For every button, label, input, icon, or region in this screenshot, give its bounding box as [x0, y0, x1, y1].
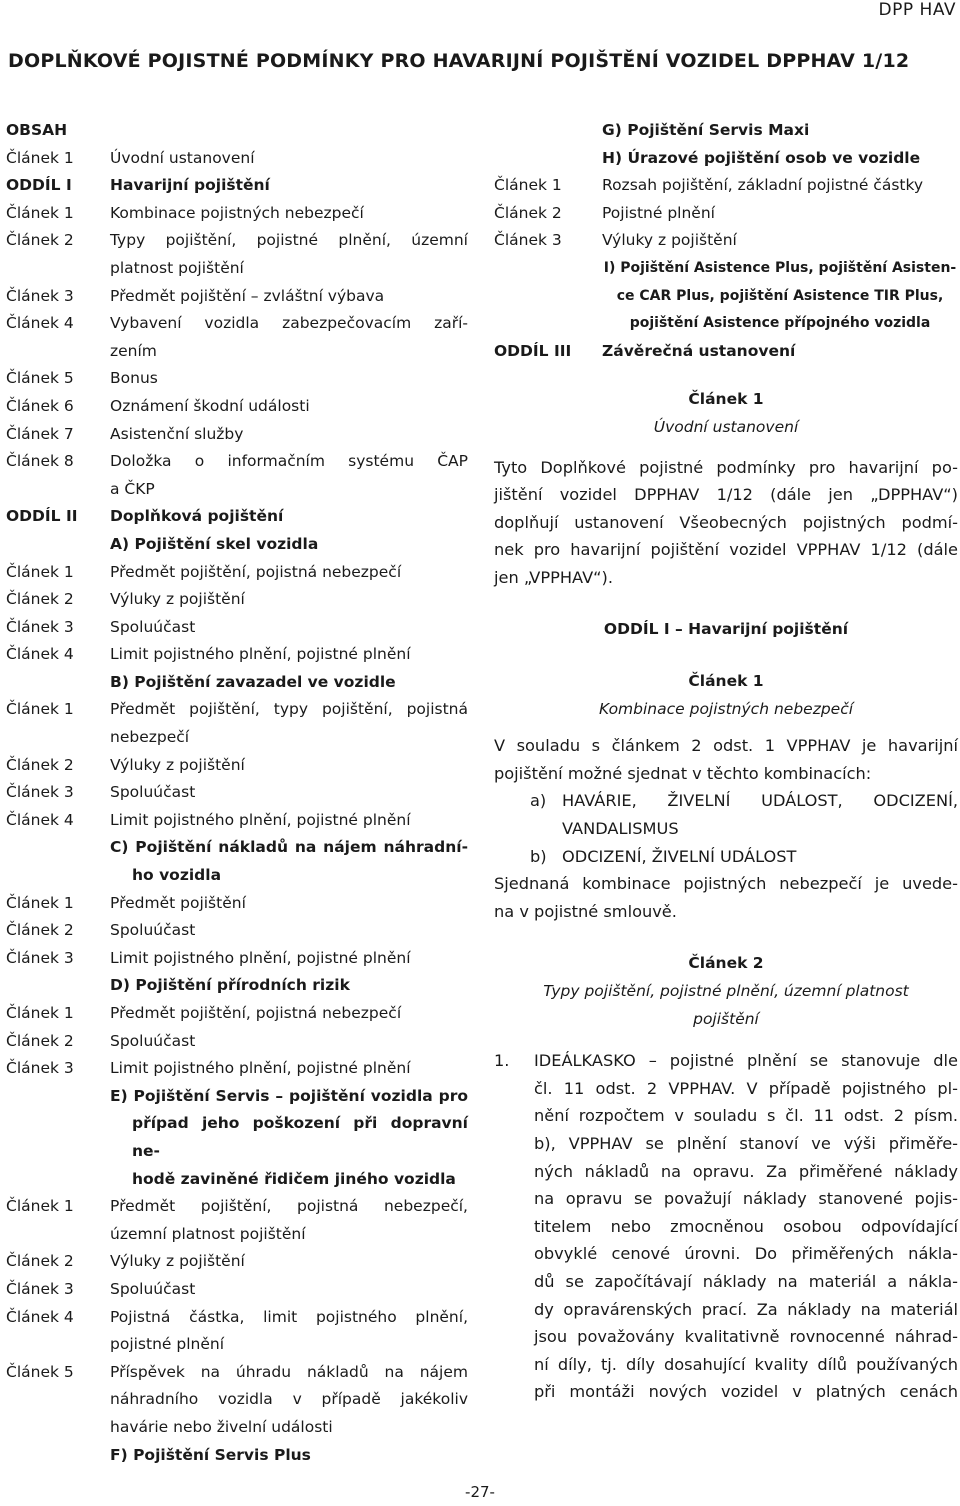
toc-entry-title-line: G) Pojištění Servis Maxi: [602, 121, 810, 139]
toc-entry-label: Článek 5: [6, 369, 74, 388]
article-1b-line: Sjednaná kombinace pojistných nebezpečí je uvede-: [494, 874, 958, 894]
toc-entry-title-line: nebezpečí: [110, 728, 190, 747]
toc-entry-label: Článek 1: [6, 148, 74, 167]
toc-entry: [6, 586, 468, 614]
toc-entry-label: [6, 669, 110, 697]
article-2-item-line: jsou považovány kvalitativně rovnocenné náhrad-: [534, 1327, 958, 1347]
toc-left-list: [6, 145, 468, 1470]
combination-line: VANDALISMUS: [562, 819, 679, 839]
combination-mark: b): [530, 846, 547, 866]
toc-entry-title: [110, 779, 468, 807]
toc-entry-title-line: Limit pojistného plnění, pojistné plnění: [110, 1059, 411, 1078]
toc-entry: [494, 117, 958, 145]
toc-entry-title-line: Výluky z pojištění: [110, 1252, 245, 1271]
toc-entry-title-line: pojistné plnění: [110, 1335, 225, 1354]
toc-entry-label: Článek 4: [6, 314, 74, 333]
article-2-subtitle: [494, 978, 958, 1033]
toc-entry-title-line: Limit pojistného plnění, pojistné plnění: [110, 948, 411, 967]
toc-entry-title-line: Pojistná částka, limit pojistného plnění,: [110, 1307, 468, 1326]
toc-entry-label: Článek 1: [494, 176, 562, 195]
toc-entry: [494, 145, 958, 173]
toc-entry: [6, 752, 468, 780]
toc-entry-title: [602, 200, 958, 228]
toc-entry-title: [110, 200, 468, 228]
toc-entry-title: [110, 531, 468, 559]
toc-entry-title: [110, 393, 468, 421]
article-2-item-line: nění rozpočtem v souladu s čl. 11 odst. 2 písm.: [534, 1106, 958, 1126]
toc-entry-label: ODDÍL II: [6, 507, 78, 526]
toc-entry: [6, 559, 468, 587]
toc-entry-title: [110, 283, 468, 311]
toc-entry-label: Článek 1: [6, 1004, 74, 1022]
toc-entry-label: Článek 2: [6, 755, 74, 774]
toc-entry-title-line: ce CAR Plus, pojištění Asistence TIR Plus,: [616, 287, 944, 304]
toc-entry: [6, 200, 468, 228]
toc-entry-label: Článek 1: [6, 1197, 74, 1216]
toc-entry: [494, 338, 958, 366]
toc-entry: [6, 310, 468, 365]
combination-line: HAVÁRIE, ŽIVELNÍ UDÁLOST, ODCIZENÍ,: [562, 791, 958, 811]
article-1-line: doplňují ustanovení Všeobecných pojistných podmí-: [494, 512, 958, 532]
toc-entry-label: Článek 1: [6, 700, 74, 719]
document-code: DPP HAV: [878, 0, 956, 20]
toc-left-column: [6, 117, 468, 1469]
toc-entry: [6, 1359, 468, 1442]
toc-entry-label: Článek 4: [6, 1307, 74, 1326]
toc-entry-title-line: územní platnost pojištění: [110, 1224, 306, 1243]
article-1-line: nek pro havarijní pojištění vozidel VPPHAV 1/12 (dále: [494, 540, 958, 560]
toc-entry-title: [110, 1248, 468, 1276]
toc-entry-title: [110, 503, 468, 531]
article-1-text: [494, 454, 958, 592]
article-1-line: jištění vozidel DPPHAV 1/12 (dále jen „DPPHAV“): [494, 485, 958, 505]
toc-entry: [494, 227, 958, 255]
toc-entry: [6, 1442, 468, 1470]
article-2-item-line: b), VPPHAV se plnění stanoví ve výši přiměře-: [534, 1134, 958, 1153]
article-2-item-line: při montáži nových vozidel v platných cenách: [534, 1382, 958, 1402]
combination-list: [494, 787, 958, 870]
toc-right-list: [494, 117, 958, 365]
toc-entry-label: Článek 3: [6, 1059, 74, 1078]
toc-entry-title-line: Předmět pojištění – zvláštní výbava: [110, 286, 385, 305]
toc-entry-label: Článek 3: [6, 1279, 74, 1298]
article-1-line: Tyto Doplňkové pojistné podmínky pro havarijní po-: [494, 457, 958, 477]
toc-entry-label: [494, 117, 602, 145]
toc-entry-title-line: Předmět pojištění, pojistná nebezpečí: [110, 1004, 402, 1022]
toc-entry: [6, 945, 468, 973]
article-1b-intro: [494, 732, 958, 787]
toc-entry: [6, 1193, 468, 1248]
toc-entry-title: [110, 614, 468, 642]
toc-entry-title: [110, 586, 468, 614]
article-2-list: [494, 1047, 958, 1406]
toc-entry-title: [110, 1359, 468, 1442]
toc-entry-title-line: Výluky z pojištění: [110, 755, 245, 774]
toc-entry-title: [110, 669, 468, 697]
toc-entry: [6, 283, 468, 311]
toc-entry-title: [602, 172, 958, 200]
toc-entry-label: Článek 4: [6, 810, 74, 829]
toc-entry-title-line: Asistenční služby: [110, 424, 244, 443]
article-2-item-line: dů se započítávají náklady na materiál a nákla-: [534, 1271, 958, 1291]
toc-entry-title-line: Spoluúčast: [110, 921, 196, 940]
toc-entry-title-line: Předmět pojištění, pojistná nebezpečí: [110, 562, 402, 581]
toc-entry-title: [110, 145, 468, 173]
toc-entry-title: [110, 641, 468, 669]
toc-entry-title: [110, 752, 468, 780]
toc-entry-title: [602, 227, 958, 255]
toc-entry: [6, 890, 468, 918]
toc-entry-title: [110, 310, 468, 365]
toc-entry-title-line: E) Pojištění Servis – pojištění vozidla pro: [110, 1086, 468, 1105]
toc-entry-title: [110, 807, 468, 835]
toc-entry-title-line: havárie nebo živelní události: [110, 1417, 333, 1436]
toc-entry-title-line: Příspěvek na úhradu nákladů na nájem: [110, 1362, 468, 1381]
toc-entry: [6, 1248, 468, 1276]
article-1b-line: V souladu s článkem 2 odst. 1 VPPHAV je havarijní: [494, 736, 958, 756]
toc-entry: [6, 669, 468, 697]
toc-entry: [6, 1304, 468, 1359]
toc-entry-title: [110, 448, 468, 503]
toc-entry-label: Článek 7: [6, 424, 74, 443]
toc-entry-title: [110, 365, 468, 393]
toc-entry-title-line: ho vozidla: [132, 866, 222, 885]
combination-item: [530, 787, 958, 842]
toc-entry-title: [110, 1000, 468, 1028]
toc-entry-label: Článek 3: [6, 948, 74, 967]
toc-entry: [494, 200, 958, 228]
toc-entry-label: Článek 8: [6, 452, 74, 471]
article-2-item-line: ných nákladů na opravu. Za přiměřené náklady: [534, 1161, 958, 1181]
article-1-line: jen „VPPHAV“).: [494, 567, 614, 587]
toc-entry-label: Článek 1: [6, 203, 74, 222]
toc-entry-title-line: B) Pojištění zavazadel ve vozidle: [110, 672, 396, 691]
toc-entry: [6, 1276, 468, 1304]
toc-entry-title: [602, 145, 958, 173]
toc-entry-title: [110, 421, 468, 449]
toc-entry-title: [110, 1193, 468, 1248]
toc-entry-title-line: náhradního vozidla v případě jakékoliv: [110, 1390, 468, 1409]
toc-entry-label: Článek 3: [6, 617, 74, 636]
toc-entry-title-line: Předmět pojištění, typy pojištění, pojistná: [110, 700, 468, 719]
toc-entry-title: [602, 117, 958, 145]
toc-entry-label: Článek 4: [6, 645, 74, 664]
toc-entry: [6, 1055, 468, 1083]
toc-entry-label: [494, 145, 602, 173]
article-1b-line: na v pojistné smlouvě.: [494, 901, 677, 921]
toc-entry-title: [110, 1083, 468, 1193]
toc-entry: [6, 834, 468, 889]
toc-entry-label: Článek 3: [6, 783, 74, 802]
toc-entry-title-line: Bonus: [110, 369, 158, 388]
toc-entry-title-line: Spoluúčast: [110, 1279, 196, 1298]
toc-entry: [6, 972, 468, 1000]
article-2-subtitle-line: pojištění: [693, 1009, 759, 1028]
toc-entry-title-line: případ jeho poškození při dopravní ne-: [132, 1114, 468, 1160]
toc-entry-title: [110, 1442, 468, 1470]
toc-entry: [494, 255, 958, 338]
article-1-heading: Článek 1: [688, 390, 764, 409]
toc-entry: [494, 172, 958, 200]
toc-entry-label: Článek 2: [6, 1252, 74, 1271]
toc-entry-label: Článek 3: [6, 286, 74, 305]
toc-entry-title-line: Doplňková pojištění: [110, 507, 284, 526]
toc-entry-title-line: Limit pojistného plnění, pojistné plnění: [110, 810, 411, 829]
toc-entry-label: ODDÍL I: [6, 176, 72, 195]
toc-entry-title: [110, 1028, 468, 1056]
toc-entry: [6, 421, 468, 449]
toc-entry-label: Článek 3: [494, 231, 562, 250]
toc-entry-label: [6, 972, 110, 1000]
toc-entry-title-line: A) Pojištění skel vozidla: [110, 534, 319, 553]
toc-entry-title-line: F) Pojištění Servis Plus: [110, 1445, 311, 1464]
article-1b-subtitle: Kombinace pojistných nebezpečí: [598, 699, 854, 718]
toc-entry-title-line: Havarijní pojištění: [110, 176, 270, 195]
toc-entry-label: Článek 2: [6, 590, 74, 609]
toc-entry-title: [110, 1276, 468, 1304]
toc-entry-title-line: Doložka o informačním systému ČAP: [110, 452, 468, 471]
toc-entry-label: [6, 1442, 110, 1470]
toc-entry-label: [6, 1083, 110, 1193]
toc-entry-title-line: platnost pojištění: [110, 258, 244, 277]
toc-entry-title-line: C) Pojištění nákladů na nájem náhradní-: [110, 838, 468, 857]
toc-entry-title-line: a ČKP: [110, 479, 155, 498]
toc-entry-title-line: Kombinace pojistných nebezpečí: [110, 203, 364, 222]
toc-entry: [6, 1083, 468, 1193]
toc-entry: [6, 1000, 468, 1028]
toc-entry-title: [110, 890, 468, 918]
toc-entry: [6, 365, 468, 393]
right-column: [494, 117, 958, 1406]
toc-entry-title: [602, 255, 958, 338]
article-2-item-line: dy opravárenských prací. Za náklady na materiál: [534, 1299, 958, 1319]
toc-entry-title: [110, 227, 468, 282]
toc-entry: [6, 227, 468, 282]
toc-entry-title-line: Výluky z pojištění: [602, 231, 737, 250]
article-2-subtitle-line: Typy pojištění, pojistné plnění, územní platnost: [543, 982, 909, 1001]
toc-entry-title-line: Úvodní ustanovení: [110, 148, 255, 167]
toc-entry-title-line: D) Pojištění přírodních rizik: [110, 976, 350, 995]
article-2-item-line: ní díly, tj. díly dosahující kvality dílů používaných: [534, 1354, 958, 1374]
article-2-item-line: IDEÁLKASKO – pojistné plnění se stanovuje dle: [534, 1051, 958, 1071]
toc-entry-title-line: Spoluúčast: [110, 617, 196, 636]
toc-entry-title-line: Spoluúčast: [110, 1031, 196, 1050]
toc-entry: [6, 641, 468, 669]
toc-entry-label: Článek 1: [6, 562, 74, 581]
article-1b-line: pojištění možné sjednat v těchto kombinacích:: [494, 763, 872, 783]
toc-entry-title-line: hodě zaviněné řidičem jiného vozidla: [132, 1169, 456, 1188]
toc-entry-title: [110, 834, 468, 889]
toc-entry-label: Článek 2: [6, 921, 74, 940]
toc-entry-label: ODDÍL III: [494, 341, 572, 360]
toc-entry: [6, 531, 468, 559]
toc-entry-title-line: I) Pojištění Asistence Plus, pojištění Asisten-: [603, 259, 957, 276]
toc-entry: [6, 145, 468, 173]
toc-entry: [6, 917, 468, 945]
combination-mark: a): [530, 791, 547, 811]
toc-entry-label: Článek 2: [494, 203, 562, 222]
toc-entry-title: [602, 338, 958, 366]
article-1b-heading: Článek 1: [688, 672, 764, 691]
toc-entry: [6, 807, 468, 835]
toc-entry-label: [6, 834, 110, 889]
document-title: DOPLŇKOVÉ POJISTNÉ PODMÍNKY PRO HAVARIJNÍ POJIŠTĚNÍ VOZIDEL DPPHAV 1/12: [8, 50, 910, 72]
toc-entry-title-line: Předmět pojištění: [110, 893, 246, 912]
article-2-item-number: 1.: [494, 1051, 510, 1071]
toc-entry-title: [110, 917, 468, 945]
article-1-subtitle: Úvodní ustanovení: [653, 417, 799, 436]
article-1b-outro: [494, 870, 958, 925]
toc-entry: [6, 393, 468, 421]
toc-entry-title: [110, 172, 468, 200]
toc-entry: [6, 696, 468, 751]
combination-line: ODCIZENÍ, ŽIVELNÍ UDÁLOST: [562, 846, 797, 866]
toc-entry-label: Článek 2: [6, 231, 74, 250]
toc-entry: [6, 614, 468, 642]
toc-heading: OBSAH: [6, 121, 68, 139]
article-2-item-line: čl. 11 odst. 2 VPPHAV. V případě pojistného pl-: [534, 1078, 958, 1098]
toc-entry-label: Článek 2: [6, 1031, 74, 1050]
combination-item: [530, 843, 958, 871]
toc-entry-title-line: Limit pojistného plnění, pojistné plnění: [110, 645, 411, 664]
toc-entry-title-line: Typy pojištění, pojistné plnění, územní: [110, 231, 468, 250]
toc-entry-title-line: Rozsah pojištění, základní pojistné částky: [602, 176, 924, 195]
toc-entry-title-line: Předmět pojištění, pojistná nebezpečí,: [110, 1197, 468, 1216]
toc-entry-label: Článek 6: [6, 396, 74, 415]
article-2-heading: Článek 2: [688, 954, 764, 973]
article-2-item-line: obvyklé cenové úrovni. Do přiměřených nákla-: [534, 1244, 958, 1264]
toc-entry-title: [110, 945, 468, 973]
article-2-item: [494, 1047, 958, 1406]
section-1-heading: ODDÍL I – Havarijní pojištění: [603, 619, 849, 638]
toc-entry-title: [110, 972, 468, 1000]
toc-entry: [6, 503, 468, 531]
toc-entry-label: [494, 255, 602, 338]
toc-entry: [6, 448, 468, 503]
toc-entry-title: [110, 559, 468, 587]
toc-entry-title-line: Oznámení škodní události: [110, 396, 310, 415]
toc-entry-title-line: Vybavení vozidla zabezpečovacím zaří-: [110, 314, 468, 333]
toc-entry-label: [6, 531, 110, 559]
toc-entry-title: [110, 696, 468, 751]
toc-entry-title-line: pojištění Asistence přípojného vozidla: [629, 315, 931, 332]
article-2-item-line: titelem nebo zmocněnou osobou odpovídající: [534, 1216, 958, 1236]
toc-entry-title-line: zením: [110, 341, 157, 360]
toc-entry-title: [110, 1055, 468, 1083]
article-2-item-line: na opravu se považují náklady stanovené pojis-: [534, 1189, 958, 1209]
toc-entry: [6, 172, 468, 200]
toc-entry-title-line: Výluky z pojištění: [110, 590, 245, 609]
page-number: -27-: [465, 1483, 495, 1501]
toc-entry-title: [110, 1304, 468, 1359]
toc-entry: [6, 1028, 468, 1056]
toc-entry-title-line: Pojistné plnění: [602, 203, 715, 222]
toc-entry-title-line: Závěrečná ustanovení: [602, 341, 796, 360]
toc-entry-title-line: Spoluúčast: [110, 783, 196, 802]
toc-entry-title-line: H) Úrazové pojištění osob ve vozidle: [602, 148, 921, 167]
toc-entry-label: Článek 1: [6, 893, 74, 912]
toc-entry-label: Článek 5: [6, 1362, 74, 1381]
toc-entry: [6, 779, 468, 807]
